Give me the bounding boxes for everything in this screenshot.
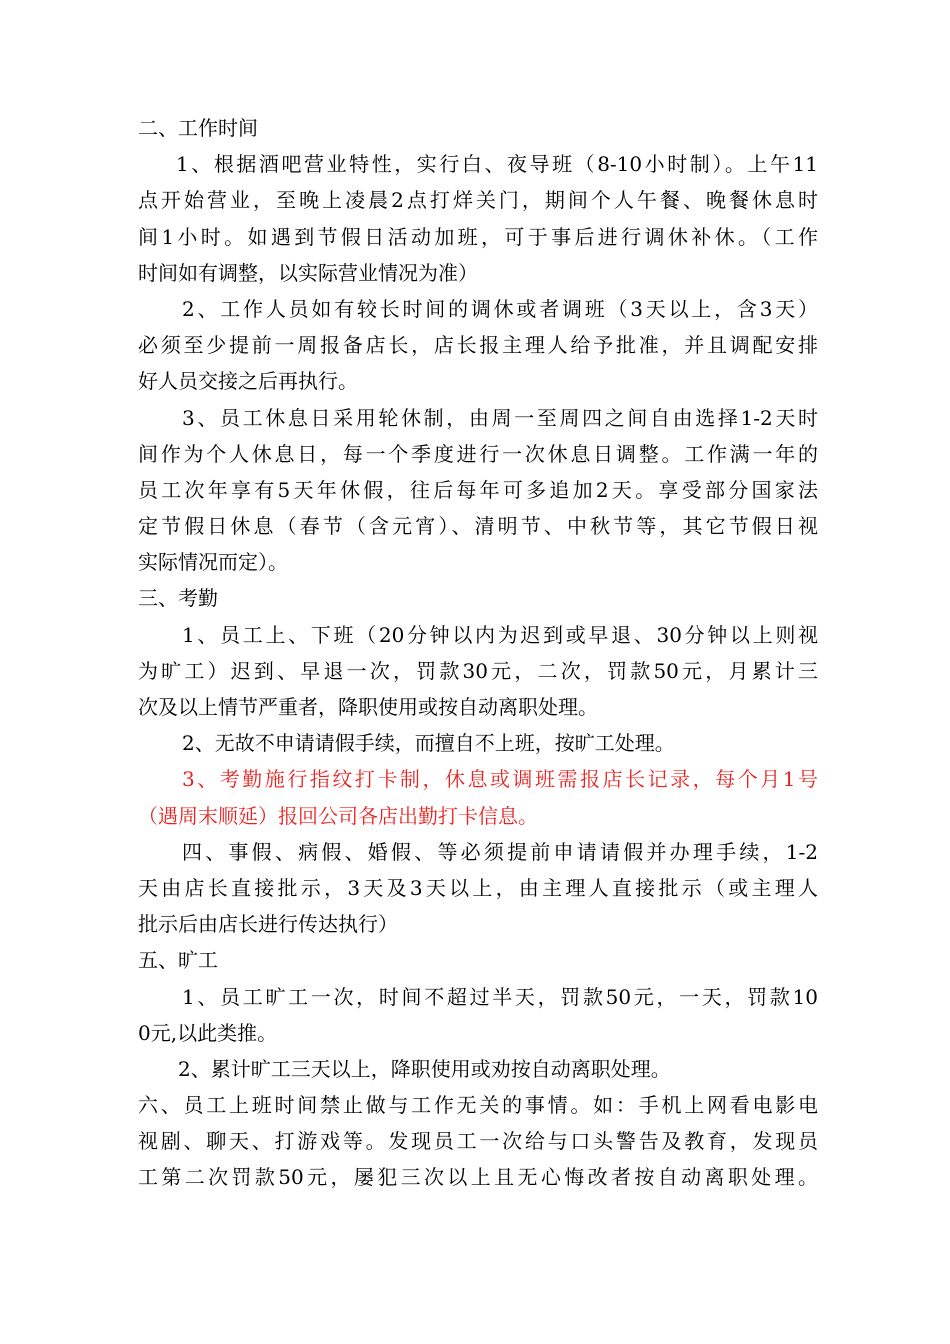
text-line-17: 次及以上情节严重者，降职使用或按自动离职处理。 [138, 695, 598, 719]
text-line-2: 1、根据酒吧营业特性，实行白、夜导班（8-10小时制）。上午11 [176, 152, 818, 177]
text-line-4: 间1小时。如遇到节假日活动加班，可于事后进行调休补休。（工作 [138, 224, 818, 249]
text-line-5: 时间如有调整，以实际营业情况为准） [138, 260, 478, 285]
text-line-13: 实际情况而定）。 [138, 550, 288, 575]
text-line-26: 0元,以此类推。 [138, 1020, 278, 1045]
text-line-3: 点开始营业，至晚上凌晨2点打烊关门，期间个人午餐、晚餐休息时 [138, 188, 818, 213]
text-line-19: 3、考勤施行指纹打卡制，休息或调班需报店长记录，每个月1号 [182, 767, 818, 792]
text-line-24: 五、旷工 [138, 948, 218, 973]
text-line-27: 2、累计旷工三天以上，降职使用或劝按自动离职处理。 [178, 1056, 671, 1081]
text-line-21: 四、事假、病假、婚假、等必须提前申请请假并办理手续，1-2 [182, 839, 818, 864]
text-line-1: 二、工作时间 [138, 116, 258, 140]
text-line-20: （遇周末顺延）报回公司各店出勤打卡信息。 [138, 803, 538, 828]
text-line-23: 批示后由店长进行传达执行） [138, 912, 398, 937]
text-line-14: 三、考勤 [138, 586, 218, 611]
text-line-15: 1、员工上、下班（20分钟以内为迟到或早退、30分钟以上则视 [182, 622, 818, 647]
text-line-18: 2、无故不申请请假手续，而擅自不上班，按旷工处理。 [182, 731, 675, 756]
text-line-7: 必须至少提前一周报备店长，店长报主理人给予批准，并且调配安排 [138, 333, 818, 358]
text-line-10: 间作为个人休息日，每一个季度进行一次休息日调整。工作满一年的 [138, 441, 818, 466]
text-line-12: 定节假日休息（春节（含元宵）、清明节、中秋节等，其它节假日视 [138, 514, 818, 539]
text-line-16: 为旷工）迟到、早退一次，罚款30元，二次，罚款50元，月累计三 [138, 658, 818, 683]
document-body [138, 110, 818, 1196]
text-line-11: 员工次年享有5天年休假，往后每年可多追加2天。享受部分国家法 [138, 477, 818, 502]
text-line-29: 视剧、聊天、打游戏等。发现员工一次给与口头警告及教育，发现员 [138, 1129, 818, 1154]
text-line-9: 3、员工休息日采用轮休制，由周一至周四之间自由选择1-2天时 [182, 405, 818, 430]
text-line-30: 工第二次罚款50元，屡犯三次以上且无心悔改者按自动离职处理。 [138, 1165, 818, 1190]
text-line-6: 2、工作人员如有较长时间的调休或者调班（3天以上，含3天） [182, 296, 818, 321]
text-line-22: 天由店长直接批示，3天及3天以上，由主理人直接批示（或主理人 [138, 875, 818, 900]
text-line-25: 1、员工旷工一次，时间不超过半天，罚款50元，一天，罚款10 [182, 984, 818, 1009]
text-line-28: 六、员工上班时间禁止做与工作无关的事情。如：手机上网看电影电 [138, 1093, 818, 1118]
text-line-8: 好人员交接之后再执行。 [138, 369, 358, 394]
